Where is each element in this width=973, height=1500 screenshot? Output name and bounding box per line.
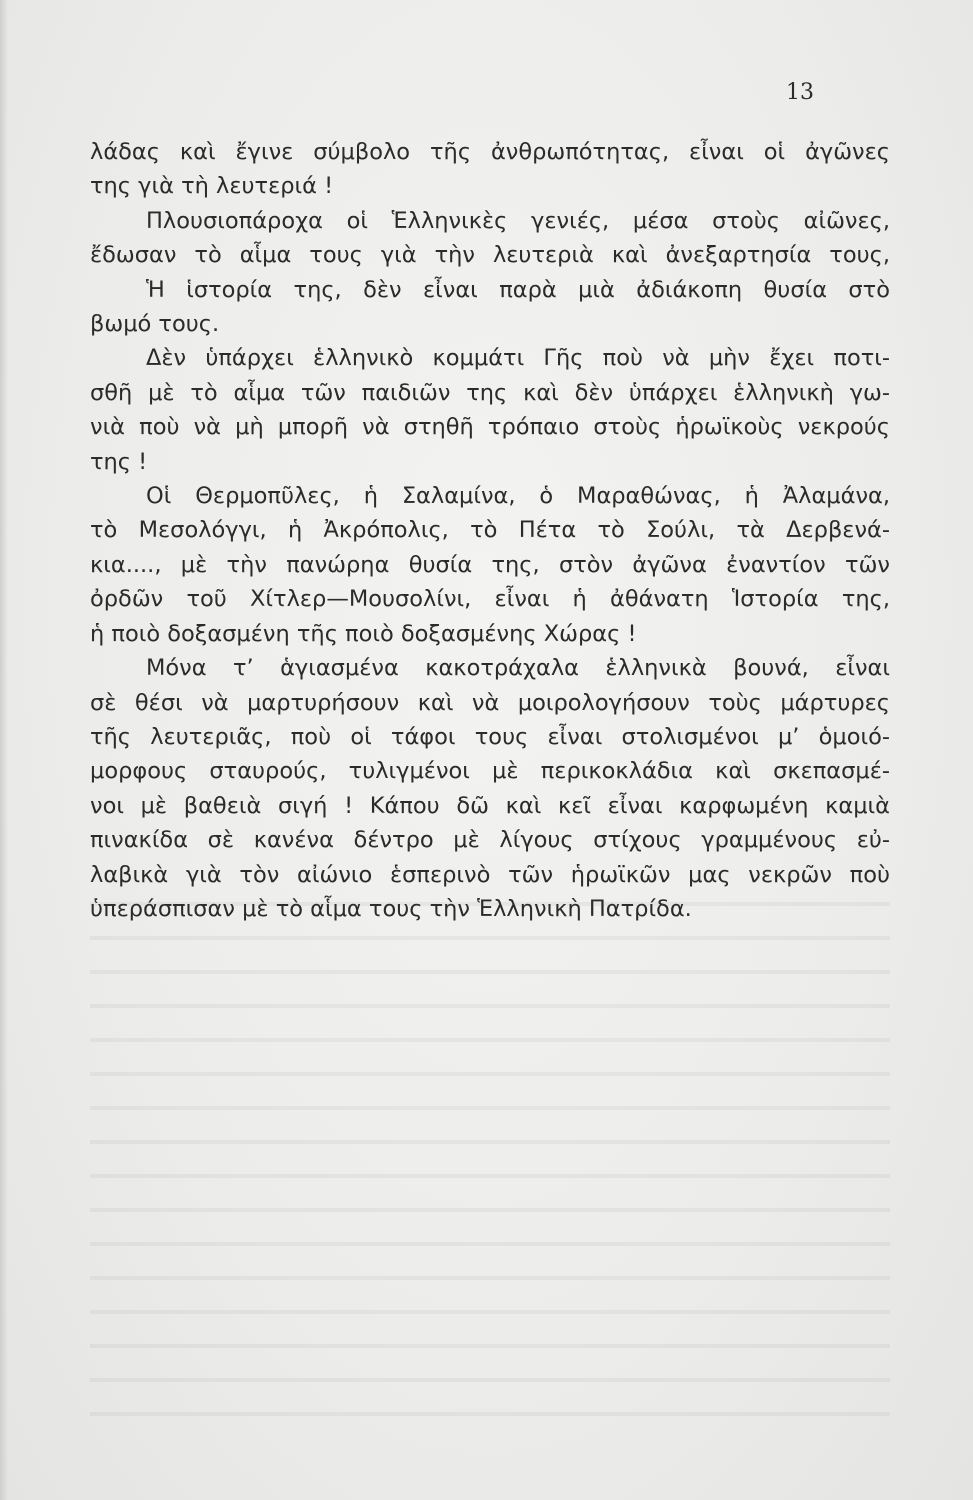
text-line: της γιὰ τὴ λευτεριά ! bbox=[90, 173, 334, 200]
page-number: 13 bbox=[786, 80, 814, 105]
page-edge-shadow bbox=[0, 0, 8, 1500]
text-line: Πλουσιοπάροχα οἱ Ἑλληνικὲς γενιές, μέσα στοὺς αἰῶνες, bbox=[146, 207, 890, 234]
text-line: νοι μὲ βαθειὰ σιγή ! Κάπου δῶ καὶ κεῖ εἶναι καρφωμένη καμιὰ bbox=[90, 792, 890, 819]
text-line: Δὲν ὑπάρχει ἑλληνικὸ κομμάτι Γῆς ποὺ νὰ μὴν ἔχει ποτι- bbox=[146, 345, 890, 372]
text-line: ἡ ποιὸ δοξασμένη τῆς ποιὸ δοξασμένης Χώρας ! bbox=[90, 620, 637, 647]
text-line: σθῆ μὲ τὸ αἷμα τῶν παιδιῶν της καὶ δὲν ὑπάρχει ἑλληνικὴ γω- bbox=[90, 379, 890, 406]
body-text bbox=[90, 135, 890, 926]
text-line: λαβικὰ γιὰ τὸν αἰώνιο ἑσπερινὸ τῶν ἡρωϊκῶν μας νεκρῶν ποὺ bbox=[90, 861, 890, 888]
text-line: ὑπεράσπισαν μὲ τὸ αἷμα τους τὴν Ἑλληνικὴ Πατρίδα. bbox=[90, 895, 692, 922]
text-line: βωμό τους. bbox=[90, 311, 220, 338]
text-line: Μόνα τ’ ἁγιασμένα κακοτράχαλα ἑλληνικὰ βουνά, εἶναι bbox=[146, 655, 890, 682]
text-line: κια...., μὲ τὴν πανώρηα θυσία της, στὸν ἀγῶνα ἐναντίον τῶν bbox=[90, 551, 890, 578]
bleed-through-shadow bbox=[90, 880, 890, 1440]
text-line: ὀρδῶν τοῦ Χίτλερ—Μουσολίνι, εἶναι ἡ ἀθάνατη Ἱστορία της, bbox=[90, 586, 890, 613]
text-line: λάδας καὶ ἔγινε σύμβολο τῆς ἀνθρωπότητας, εἶναι οἱ ἀγῶνες bbox=[90, 139, 890, 165]
text-line: της ! bbox=[90, 448, 148, 475]
text-line: Οἱ Θερμοπῦλες, ἡ Σαλαμίνα, ὁ Μαραθώνας, ἡ Ἀλαμάνα, bbox=[146, 483, 890, 510]
text-line: ἔδωσαν τὸ αἷμα τους γιὰ τὴν λευτεριὰ καὶ ἀνεξαρτησία τους, bbox=[90, 242, 890, 269]
text-line: πινακίδα σὲ κανένα δέντρο μὲ λίγους στίχους γραμμένους εὐ- bbox=[90, 827, 890, 854]
text-line: τῆς λευτεριᾶς, ποὺ οἱ τάφοι τους εἶναι στολισμένοι μ’ ὁμοιό- bbox=[90, 723, 890, 750]
text-line: νιὰ ποὺ νὰ μὴ μπορῆ νὰ στηθῆ τρόπαιο στοὺς ἡρωϊκοὺς νεκρούς bbox=[90, 414, 890, 441]
text-line: σὲ θέσι νὰ μαρτυρήσουν καὶ νὰ μοιρολογήσουν τοὺς μάρτυρες bbox=[90, 689, 890, 716]
text-line: Ἡ ἱστορία της, δὲν εἶναι παρὰ μιὰ ἀδιάκοπη θυσία στὸ bbox=[146, 276, 890, 303]
text-line: τὸ Μεσολόγγι, ἡ Ἀκρόπολις, τὸ Πέτα τὸ Σούλι, τὰ Δερβενά- bbox=[90, 517, 890, 544]
text-line: μορφους σταυρούς, τυλιγμένοι μὲ περικοκλάδια καὶ σκεπασμέ- bbox=[90, 758, 890, 785]
